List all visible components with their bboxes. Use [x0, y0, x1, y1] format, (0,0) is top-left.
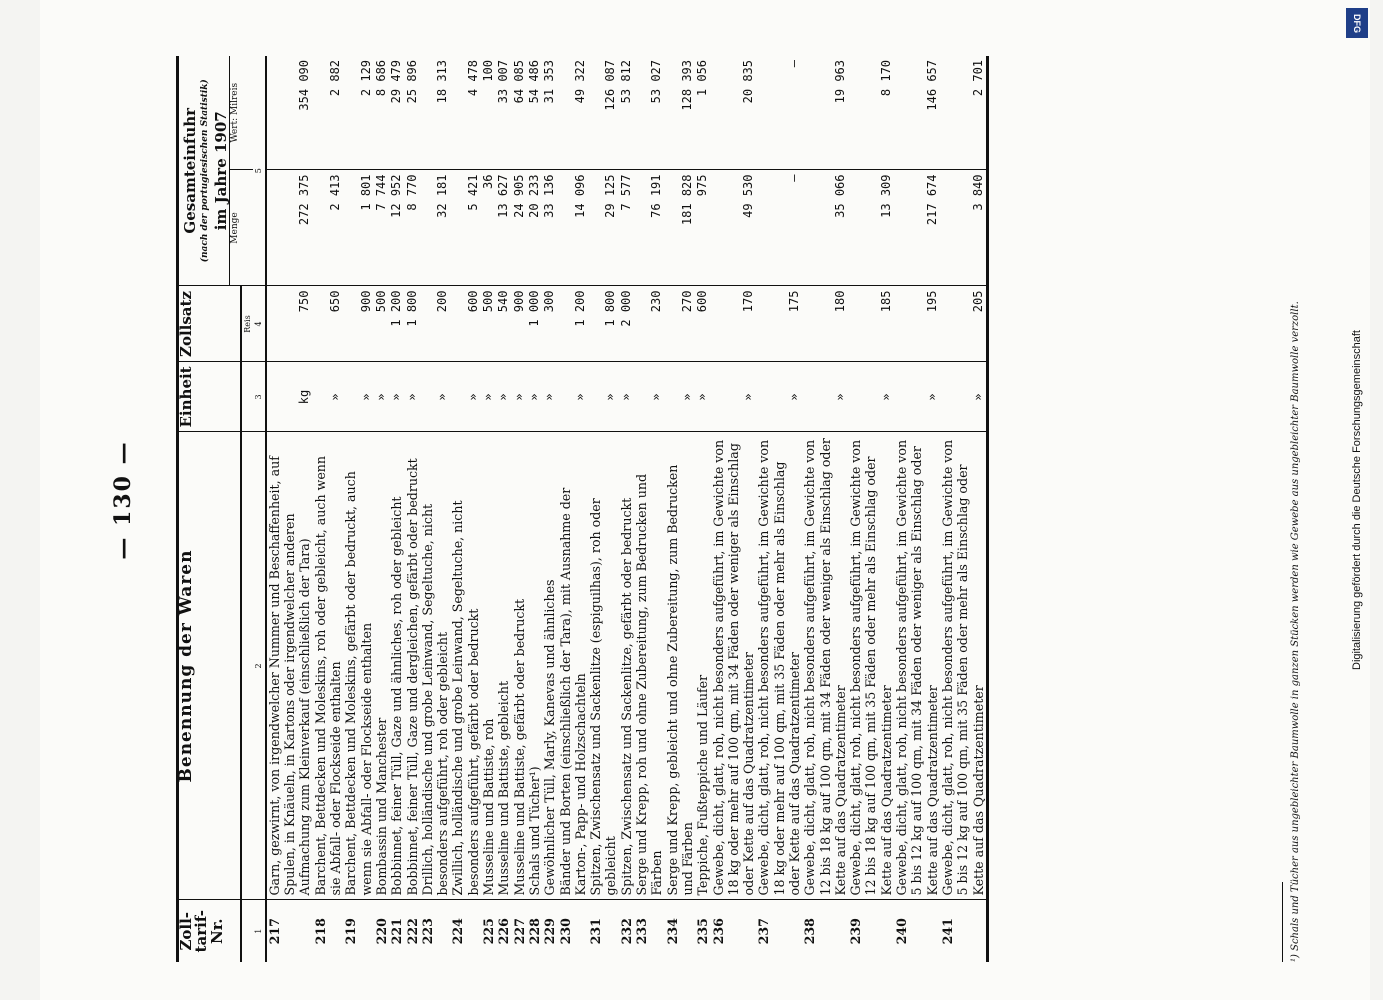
row-tariff-nr: 230 — [557, 918, 573, 945]
row-description: Teppiche, Fußteppiche und Läufer — [695, 432, 710, 900]
row-duty: 500 — [374, 286, 389, 362]
table-row — [695, 56, 710, 962]
row-duty: 600 — [450, 286, 481, 362]
row-unit: » — [756, 362, 802, 432]
row-description: Musseline und Battiste, gefärbt oder bedruckt — [512, 432, 527, 900]
row-tariff-nr: 226 — [496, 918, 512, 945]
row-quantity: 24 905 — [512, 170, 527, 286]
row-value: 126 087 — [588, 56, 619, 170]
row-quantity: 217 674 — [894, 170, 940, 286]
row-duty: 2 000 — [619, 286, 634, 362]
row-value: 53 027 — [634, 56, 665, 170]
table-row — [940, 56, 987, 962]
row-duty: 1 200 — [558, 286, 589, 362]
row-unit: » — [619, 362, 634, 432]
digitization-credit — [1344, 0, 1370, 1000]
table-row — [313, 56, 344, 962]
row-unit: » — [588, 362, 619, 432]
row-description: Gewebe, dicht, glatt, roh, nicht besonders aufgeführt, im Gewichte von 18 kg oder mehr auf 100 qm, mit 35 Fäden oder mehr als Einschlag oder Kette auf das Quadratzentimeter — [756, 432, 802, 900]
row-duty: 195 — [894, 286, 940, 362]
row-value: 29 479 — [389, 56, 404, 170]
header-total-title: Gesamteinfuhr — [181, 107, 199, 234]
row-quantity: 13 627 — [496, 170, 511, 286]
row-description: Spitzen, Zwischensatz und Sackenlitze, gefärbt oder bedruckt — [619, 432, 634, 900]
row-unit: » — [527, 362, 542, 432]
row-unit: » — [940, 362, 987, 432]
row-description: Gewebe, dicht, glatt, roh, nicht besonders aufgeführt, im Gewichte von 18 kg oder mehr auf 100 qm, mit 34 Fäden oder weniger als Einschlag oder Kette auf das Quadratzentimeter — [711, 432, 757, 900]
header-tariff-nr: Zoll-tarif-Nr. — [178, 900, 241, 962]
row-tariff-nr: 224 — [450, 918, 466, 945]
row-description: Bänder und Borten (einschließlich der Tara), mit Ausnahme der Karton-, Papp- und Holzschachteln — [558, 432, 589, 900]
row-value: 8 170 — [848, 56, 894, 170]
row-tariff-nr: 218 — [312, 918, 328, 945]
row-duty: 1 800 — [405, 286, 420, 362]
table-row — [558, 56, 589, 962]
row-tariff-nr: 238 — [802, 918, 818, 945]
table-row — [450, 56, 481, 962]
row-duty: 750 — [266, 286, 313, 362]
row-value: 49 322 — [558, 56, 589, 170]
header-duty: Zollsatz — [178, 286, 241, 362]
row-duty: 650 — [313, 286, 344, 362]
row-tariff-nr: 235 — [695, 918, 711, 945]
row-unit: » — [343, 362, 374, 432]
row-duty: 600 — [695, 286, 710, 362]
table-row — [420, 56, 451, 962]
column-number-4: 4 — [253, 286, 266, 362]
row-description: Schals und Tücher¹) — [527, 432, 542, 900]
table-row — [343, 56, 374, 962]
row-duty: 300 — [542, 286, 557, 362]
row-duty: 200 — [420, 286, 451, 362]
row-unit: » — [665, 362, 696, 432]
header-total-note: (nach der portugiesischen Statistik) — [200, 79, 211, 263]
row-unit: » — [481, 362, 496, 432]
row-value: 354 090 — [266, 56, 313, 170]
row-tariff-nr: 240 — [894, 918, 910, 945]
table-row — [481, 56, 496, 962]
row-tariff-nr: 219 — [343, 918, 359, 945]
row-tariff-nr: 217 — [266, 918, 282, 945]
row-duty: 175 — [756, 286, 802, 362]
row-duty: 1 000 — [527, 286, 542, 362]
row-duty: 170 — [711, 286, 757, 362]
tariff-table-body — [266, 56, 987, 962]
row-quantity: 33 136 — [542, 170, 557, 286]
row-unit: kg — [266, 362, 313, 432]
column-number-3: 3 — [253, 362, 266, 432]
row-duty: 500 — [481, 286, 496, 362]
table-row — [266, 56, 313, 962]
row-quantity: 29 125 — [588, 170, 619, 286]
row-quantity: 3 840 — [940, 170, 987, 286]
row-unit: » — [313, 362, 344, 432]
row-quantity: 12 952 — [389, 170, 404, 286]
row-duty: 540 — [496, 286, 511, 362]
table-row — [756, 56, 802, 962]
row-unit: » — [634, 362, 665, 432]
row-value: 146 657 — [894, 56, 940, 170]
row-value: 2 129 — [343, 56, 374, 170]
row-unit: » — [450, 362, 481, 432]
row-tariff-nr: 223 — [419, 918, 435, 945]
scanned-page — [40, 0, 1370, 1000]
header-description: Benennung der Waren — [178, 432, 241, 900]
row-description: Drillich, holländische und grobe Leinwand, Segeltuche, nicht besonders aufgeführt, roh oder gebleicht — [420, 432, 451, 900]
row-unit: » — [496, 362, 511, 432]
table-row — [665, 56, 696, 962]
row-tariff-nr: 229 — [542, 918, 558, 945]
row-description: Gewebe, dicht, glatt, roh, nicht besonders aufgeführt, im Gewichte von 5 bis 12 kg auf 100 qm, mit 34 Fäden oder weniger als Einschlag oder Kette auf das Quadratzentimeter — [894, 432, 940, 900]
table-row — [634, 56, 665, 962]
column-number-2: 2 — [253, 432, 266, 900]
table-row — [894, 56, 940, 962]
tariff-table — [176, 56, 991, 962]
row-description: Serge und Krepp, roh und ohne Zubereitung, zum Bedrucken und Färben — [634, 432, 665, 900]
table-row — [527, 56, 542, 962]
row-description: Bobbinnet, feiner Tüll, Gaze und dergleichen, gefärbt oder bedruckt — [405, 432, 420, 900]
row-description: Barchent, Bettdecken und Moleskins, gefärbt oder bedruckt, auch wenn sie Abfall- oder Flockseide enthalten — [343, 432, 374, 900]
row-value: 2 882 — [313, 56, 344, 170]
row-description: Barchent, Bettdecken und Moleskins, roh oder gebleicht, auch wenn sie Abfall- oder Flockseide enthalten — [313, 432, 344, 900]
row-duty: 230 — [634, 286, 665, 362]
row-quantity: 1 801 — [343, 170, 374, 286]
row-value: 128 393 — [665, 56, 696, 170]
row-quantity: 8 770 — [405, 170, 420, 286]
row-tariff-nr: 220 — [373, 918, 389, 945]
row-quantity: 7 577 — [619, 170, 634, 286]
row-duty: 900 — [512, 286, 527, 362]
row-quantity: 35 066 — [802, 170, 848, 286]
header-quantity: Menge — [229, 170, 241, 286]
row-value: 100 — [481, 56, 496, 170]
table-row — [374, 56, 389, 962]
row-quantity: 20 233 — [527, 170, 542, 286]
row-description: Bobbinnet, feiner Tüll, Gaze und ähnliches, roh oder gebleicht — [389, 432, 404, 900]
table-row — [405, 56, 420, 962]
row-unit: » — [848, 362, 894, 432]
row-description: Musseline und Battiste, roh — [481, 432, 496, 900]
row-description: Gewebe, dicht, glatt, roh, nicht besonders aufgeführt, im Gewichte von 12 bis 18 kg auf 100 qm, mit 35 Fäden oder mehr als Einschlag oder Kette auf das Quadratzentimeter — [848, 432, 894, 900]
row-unit: » — [558, 362, 589, 432]
row-tariff-nr: 241 — [939, 918, 955, 945]
row-description: Zwillich, holländische und grobe Leinwand, Segeltuche, nicht besonders aufgeführt, gefärbt oder bedruckt — [450, 432, 481, 900]
table-row — [496, 56, 511, 962]
row-quantity: — — [756, 170, 802, 286]
row-quantity: 975 — [695, 170, 710, 286]
row-duty: 1 800 — [588, 286, 619, 362]
row-tariff-nr: 231 — [588, 918, 604, 945]
row-quantity: 49 530 — [711, 170, 757, 286]
row-quantity: 13 309 — [848, 170, 894, 286]
header-total-year: im Jahre 1907 — [211, 111, 230, 231]
row-value: 53 812 — [619, 56, 634, 170]
row-unit: » — [695, 362, 710, 432]
row-unit: » — [374, 362, 389, 432]
credit-text: Digitalisierung gefördert durch die Deutsche Forschungsgemeinschaft — [1351, 330, 1363, 670]
row-duty: 185 — [848, 286, 894, 362]
row-duty: 270 — [665, 286, 696, 362]
row-tariff-nr: 234 — [664, 918, 680, 945]
row-description: Gewebe, dicht, glatt, roh, nicht besonders aufgeführt, im Gewichte von 12 bis 18 kg auf 100 qm, mit 34 Fäden oder weniger als Einschlag oder Kette auf das Quadratzentimeter — [802, 432, 848, 900]
row-tariff-nr: 221 — [389, 918, 405, 945]
row-quantity: 32 181 — [420, 170, 451, 286]
row-description: Musseline und Battiste, gebleicht — [496, 432, 511, 900]
row-quantity: 181 828 — [665, 170, 696, 286]
row-value: — — [756, 56, 802, 170]
row-tariff-nr: 236 — [710, 918, 726, 945]
table-row — [542, 56, 557, 962]
row-tariff-nr: 232 — [618, 918, 634, 945]
row-duty: 900 — [343, 286, 374, 362]
row-description: Spitzen, Zwischensatz und Sackenlitze (espiguilhas), roh oder gebleicht — [588, 432, 619, 900]
header-unit: Einheit — [178, 362, 241, 432]
row-value: 64 085 — [512, 56, 527, 170]
row-quantity: 2 413 — [313, 170, 344, 286]
table-row — [389, 56, 404, 962]
row-tariff-nr: 237 — [756, 918, 772, 945]
footnote: ¹) Schals und Tücher aus ungebleichter Baumwolle in ganzen Stücken werden wie Gewebe aus ungebleichter Baumwolle verzollt. — [1290, 301, 1301, 962]
rotated-page — [40, 0, 1383, 1000]
column-number-1: 1 — [253, 900, 266, 962]
row-unit: » — [405, 362, 420, 432]
row-unit: » — [512, 362, 527, 432]
table-row — [848, 56, 894, 962]
row-value: 31 353 — [542, 56, 557, 170]
row-tariff-nr: 233 — [634, 918, 650, 945]
row-value: 4 478 — [450, 56, 481, 170]
row-value: 8 686 — [374, 56, 389, 170]
row-tariff-nr: 228 — [526, 918, 542, 945]
table-row — [711, 56, 757, 962]
row-unit: » — [420, 362, 451, 432]
column-number-5: 5 — [253, 56, 266, 286]
row-quantity: 36 — [481, 170, 496, 286]
row-value: 18 313 — [420, 56, 451, 170]
row-quantity: 7 744 — [374, 170, 389, 286]
row-unit: » — [802, 362, 848, 432]
row-description: Gewebe, dicht, glatt, roh, nicht besonders aufgeführt, im Gewichte von 5 bis 12 kg auf 100 qm, mit 35 Fäden oder mehr als Einschlag oder Kette auf das Quadratzentimeter — [940, 432, 987, 900]
table-row — [512, 56, 527, 962]
row-value: 19 963 — [802, 56, 848, 170]
row-value: 33 007 — [496, 56, 511, 170]
row-description: Bombassin und Manchester — [374, 432, 389, 900]
table-row — [619, 56, 634, 962]
row-unit: » — [389, 362, 404, 432]
row-unit: » — [711, 362, 757, 432]
row-tariff-nr: 222 — [404, 918, 420, 945]
row-description: Garn, gezwirnt, von irgendwelcher Nummer und Beschaffenheit, auf Spulen, in Knäueln, in Kartons oder irgendwelcher anderen Aufmachung zum Kleinverkauf (einschließlich der Tara) — [266, 432, 313, 900]
row-quantity: 272 375 — [266, 170, 313, 286]
row-duty: 180 — [802, 286, 848, 362]
row-value: 1 056 — [695, 56, 710, 170]
row-quantity: 76 191 — [634, 170, 665, 286]
row-value: 54 486 — [527, 56, 542, 170]
row-duty: 1 200 — [389, 286, 404, 362]
page-number: — 130 — — [110, 440, 136, 560]
header-duty-unit: Reis — [241, 286, 253, 362]
row-tariff-nr: 239 — [848, 918, 864, 945]
row-unit: » — [542, 362, 557, 432]
row-description: Gewöhnlicher Tüll, Marly, Kanevas und ähnliches — [542, 432, 557, 900]
header-total-import — [178, 56, 230, 286]
footnote-rule — [1282, 882, 1283, 962]
row-value: 25 896 — [405, 56, 420, 170]
row-description: Serge und Krepp, gebleicht und ohne Zubereitung, zum Bedrucken und Färben — [665, 432, 696, 900]
row-unit: » — [894, 362, 940, 432]
row-value: 2 701 — [940, 56, 987, 170]
row-quantity: 5 421 — [450, 170, 481, 286]
dfg-logo: DFG — [1346, 8, 1368, 38]
header-value: Wert: Milreis — [229, 56, 241, 170]
row-value: 20 835 — [711, 56, 757, 170]
row-tariff-nr: 227 — [511, 918, 527, 945]
row-duty: 205 — [940, 286, 987, 362]
row-tariff-nr: 225 — [481, 918, 497, 945]
table-row — [588, 56, 619, 962]
row-quantity: 14 096 — [558, 170, 589, 286]
table-row — [802, 56, 848, 962]
